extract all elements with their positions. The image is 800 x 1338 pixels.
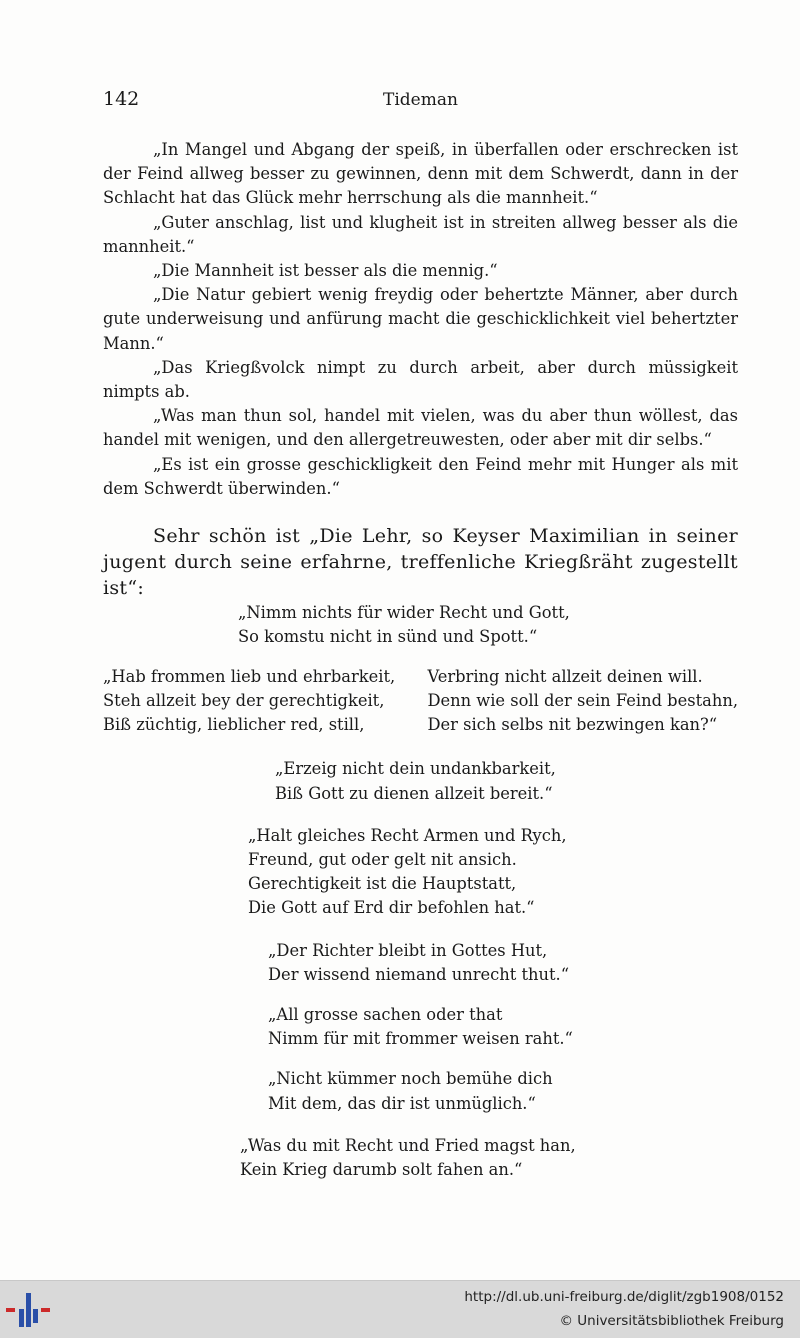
verse-line: „Hab frommen lieb und ehrbarkeit, [103,667,396,687]
paragraph: „Das Kriegßvolck nimpt zu durch arbeit, aber durch müssigkeit nimpts ab. [103,357,738,402]
verse-column-right [427,665,738,737]
paragraph: „Die Natur gebiert wenig freydig oder behertzte Männer, aber durch gute underweisung und anfürung macht die geschicklichkeit viel behertzter Mann.“ [103,285,738,353]
verse-line: „Nimm nichts für wider Recht und Gott, [238,603,570,623]
verse-line: Gerechtigkeit ist die Hauptstatt, [248,874,517,894]
verse-stanza [240,1134,738,1182]
library-logo-icon [6,1289,50,1331]
verse-line: Der wissend niemand unrecht thut.“ [268,964,570,984]
paragraph: „Die Mannheit ist besser als die mennig.“ [153,261,498,281]
paragraph: „Guter anschlag, list und klugheit ist in streiten allweg besser als die mannheit.“ [103,212,738,256]
verse-stanza [248,824,738,921]
verse-line: Die Gott auf Erd dir befohlen hat.“ [248,898,535,918]
verse-line: Der sich selbs nit bezwingen kan?“ [427,715,718,735]
verse-line: Steh allzeit bey der gerechtigkeit, [103,691,385,711]
verse-stanza [275,757,738,805]
verse-line: Freund, gut oder gelt nit ansich. [248,850,517,870]
verse-line: „All grosse sachen oder that [268,1005,503,1025]
verse-line: „Der Richter bleibt in Gottes Hut, [268,940,548,960]
verse-line: Kein Krieg darumb solt fahen an.“ [240,1160,523,1180]
running-head: Tideman [383,90,458,110]
paragraph: „Es ist ein grosse geschickligkeit den Feind mehr mit Hunger als mit dem Schwerdt überwinden.“ [103,454,738,498]
verse-line: Mit dem, das dir ist unmüglich.“ [268,1093,536,1113]
viewer-footer [0,1280,800,1338]
verse-column-left [103,665,395,737]
verse-line: „Erzeig nicht dein undankbarkeit, [275,759,556,779]
verse-stanza [268,939,738,987]
verse-line: „Halt gleiches Recht Armen und Rych, [248,825,567,845]
verse-line: „Nicht kümmer noch bemühe dich [268,1069,553,1089]
intro-paragraph: Sehr schön ist „Die Lehr, so Keyser Maximilian in seiner jugent durch seine erfahrne, treffenliche Kriegßräht zugestellt ist“: [103,525,738,600]
verse-stanza [238,601,738,649]
document-url-link[interactable]: http://dl.ub.uni-freiburg.de/diglit/zgb1908/0152 [464,1289,784,1305]
verse-line: Denn wie soll der sein Feind bestahn, [427,691,738,711]
paragraph: „Was man thun sol, handel mit vielen, was du aber thun wöllest, das handel mit wenigen, und den allergetreuwesten, oder aber mit dir selbs.“ [103,406,738,450]
verse-line: Nimm für mit frommer weisen raht.“ [268,1029,573,1049]
page-body [103,138,738,1182]
verse-line: „Was du mit Recht und Fried magst han, [240,1135,576,1155]
verse-line: So komstu nicht in sünd und Spott.“ [238,627,538,647]
verse-stanza [268,1067,738,1115]
copyright-notice: © Universitätsbibliothek Freiburg [559,1313,784,1329]
verse-line: Verbring nicht allzeit deinen will. [427,667,703,687]
verse-stanza [268,1003,738,1051]
two-column-verse [103,665,738,737]
page-header [103,88,738,116]
verse-line: Biß züchtig, lieblicher red, still, [103,715,365,735]
page-number: 142 [103,88,140,110]
verse-line: Biß Gott zu dienen allzeit bereit.“ [275,783,553,803]
paragraph: „In Mangel und Abgang der speiß, in überfallen oder erschrecken ist der Feind allweg besser zu gewinnen, denn mit dem Schwerdt, dann in der Schlacht hat das Glück mehr herrschung als die mannheit.“ [103,140,738,208]
